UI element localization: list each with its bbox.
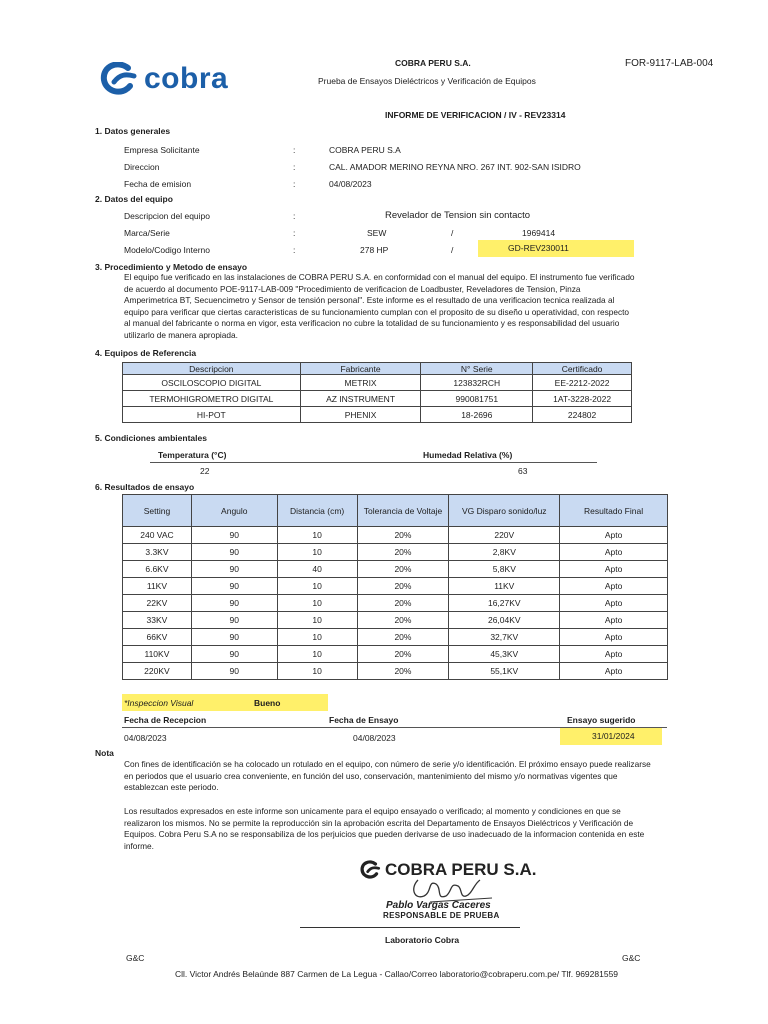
note-paragraph-2: Los resultados expresados en este informe son unicamente para el equipo ensayado o verificado; al momento y condiciones en que se realizaron los mismos. No se permite la reproducción sin la aprobación escrita del Departamento de Ensayos Dieléctricos y Verificación de Equipos. Cobra Peru S.A no se responsabiliza de los perjuicios que pueden derivarse de uso inadecuado de la informacion contenida en este informe. [124,806,645,851]
ref-header: Fabricante [300,363,421,375]
form-code: FOR-9117-LAB-004 [625,58,714,69]
table-row: 3.3KV 90 10 20% 2,8KV Apto [123,544,668,561]
sep: : [293,228,296,238]
label-direccion: Direccion [124,162,160,172]
signature-line [300,927,520,928]
ref-header: Certificado [533,363,632,375]
table-row: OSCILOSCOPIO DIGITAL METRIX 123832RCH EE-2212-2022 [123,375,632,391]
label-marca: Marca/Serie [124,228,170,238]
value-fecha-emision: 04/08/2023 [329,179,372,189]
section-results-title: 6. Resultados de ensayo [95,482,195,492]
table-row: 66KV 90 10 20% 32,7KV Apto [123,629,668,646]
test-date-value: 04/08/2023 [353,733,396,743]
value-direccion: CAL. AMADOR MERINO REYNA NRO. 267 INT. 902-SAN ISIDRO [329,162,581,172]
section-general-title: 1. Datos generales [95,126,171,136]
report-title: INFORME DE VERIFICACION / IV - REV23314 [385,110,566,120]
slash: / [451,245,454,255]
table-row: 240 VAC 90 10 20% 220V Apto [123,527,668,544]
section-reference-title: 4. Equipos de Referencia [95,348,197,358]
sep: : [293,179,296,189]
footer-right-code: G&C [622,953,641,963]
results-header: Distancia (cm) [277,495,357,527]
table-row: 22KV 90 10 20% 16,27KV Apto [123,595,668,612]
footer-left-code: G&C [126,953,145,963]
label-empresa: Empresa Solicitante [124,145,200,155]
section-equipment-title: 2. Datos del equipo [95,194,173,204]
sep: : [293,162,296,172]
label-modelo: Modelo/Codigo Interno [124,245,211,255]
next-test-value: 31/01/2024 [560,728,662,745]
humidity-label: Humedad Relativa (%) [423,450,513,460]
slash: / [451,228,454,238]
footer-address: Cll. Victor Andrés Belaúnde 887 Carmen de La Legua - Callao/Correo laboratorio@cobraperu.com.pe/ Tlf. 969281559 [175,969,619,979]
logo-wordmark: cobra [144,62,229,95]
sep: : [293,245,296,255]
reception-date-label: Fecha de Recepcion [124,715,207,725]
humidity-value: 63 [518,466,528,476]
inspection-label: *Inspeccion Visual [124,698,194,708]
results-header: VG Disparo sonido/luz [449,495,560,527]
company-name: COBRA PERU S.A. [395,58,471,68]
next-test-label: Ensayo sugerido [567,715,636,725]
results-header: Setting [123,495,192,527]
table-row: 11KV 90 10 20% 11KV Apto [123,578,668,595]
table-row: TERMOHIGROMETRO DIGITAL AZ INSTRUMENT 990081751 1AT-3228-2022 [123,391,632,407]
temperature-label: Temperatura (°C) [158,450,227,460]
ref-header: N° Serie [421,363,533,375]
label-fecha-emision: Fecha de emision [124,179,192,189]
stamp-company: COBRA PERU S.A. [385,860,537,879]
value-modelo: 278 HP [360,245,389,255]
table-row: HI-POT PHENIX 18-2696 224802 [123,407,632,423]
note-paragraph-1: Con fines de identificación se ha colocado un rotulado en el equipo, con número de serie y/o identificación. El próximo ensayo puede realizarse en periodos que el usuario crea conveniente, en función del uso, conservación, mantenimiento del mismo y/o normativas vigentes que establezcan este periodo. [124,759,651,792]
document-subtitle: Prueba de Ensayos Dieléctricos y Verificación de Equipos [318,76,536,86]
value-serie: 1969414 [522,228,556,238]
value-codigo-interno: GD-REV230011 [478,240,634,257]
reception-date-value: 04/08/2023 [124,733,167,743]
sep: : [293,211,296,221]
table-row: 110KV 90 10 20% 45,3KV Apto [123,646,668,663]
signer-name: Pablo Vargas Caceres [386,900,491,911]
value-empresa: COBRA PERU S.A [329,145,401,155]
value-descripcion: Revelador de Tension sin contacto [385,210,531,221]
cobra-logo-icon [100,62,140,96]
results-table [122,494,668,680]
results-header: Angulo [191,495,277,527]
label-descripcion: Descripcion del equipo [124,211,210,221]
cobra-logo [100,62,228,96]
table-row: 220KV 90 10 20% 55,1KV Apto [123,663,668,680]
value-marca: SEW [367,228,387,238]
sep: : [293,145,296,155]
test-date-label: Fecha de Ensayo [329,715,399,725]
procedure-text: El equipo fue verificado en las instalaciones de COBRA PERU S.A. en conformidad con el manual del equipo. El instrumento fue verificado de acuerdo al documento POE-9117-LAB-009 "Procedimiento de verificacion de Loadbuster, Reveladores de Tension, Pinza Amperimetrica BT, Secuencimetro y Sensor de tensión personal". Este informe es el resultado de una verificacion tecnica realizada al equipo para verificar que ciertas caracteristicas de su funcionamiento cumplan con el proposito de su diseño u operatividad, con respecto al manual del fabricante o norma en vigor, esta verificacion no cubre la totalidad de su funcionamiento y es responsabilidad del usuario utilizarlo de manera apropiada. [124,272,635,340]
cobra-stamp-icon [360,860,382,880]
ref-header: Descripcion [123,363,301,375]
notes-title: Nota [95,748,114,758]
lab-name: Laboratorio Cobra [385,935,460,945]
table-row: 6.6KV 90 40 20% 5,8KV Apto [123,561,668,578]
reference-table [122,362,632,423]
temperature-value: 22 [200,466,210,476]
divider [150,462,597,463]
signer-role: RESPONSABLE DE PRUEBA [383,911,500,920]
section-procedure-title: 3. Procedimiento y Metodo de ensayo [95,262,248,272]
table-row: 33KV 90 10 20% 26,04KV Apto [123,612,668,629]
inspection-value: Bueno [254,698,281,708]
results-header: Tolerancia de Voltaje [357,495,449,527]
section-ambient-title: 5. Condiciones ambientales [95,433,207,443]
results-header: Resultado Final [560,495,668,527]
